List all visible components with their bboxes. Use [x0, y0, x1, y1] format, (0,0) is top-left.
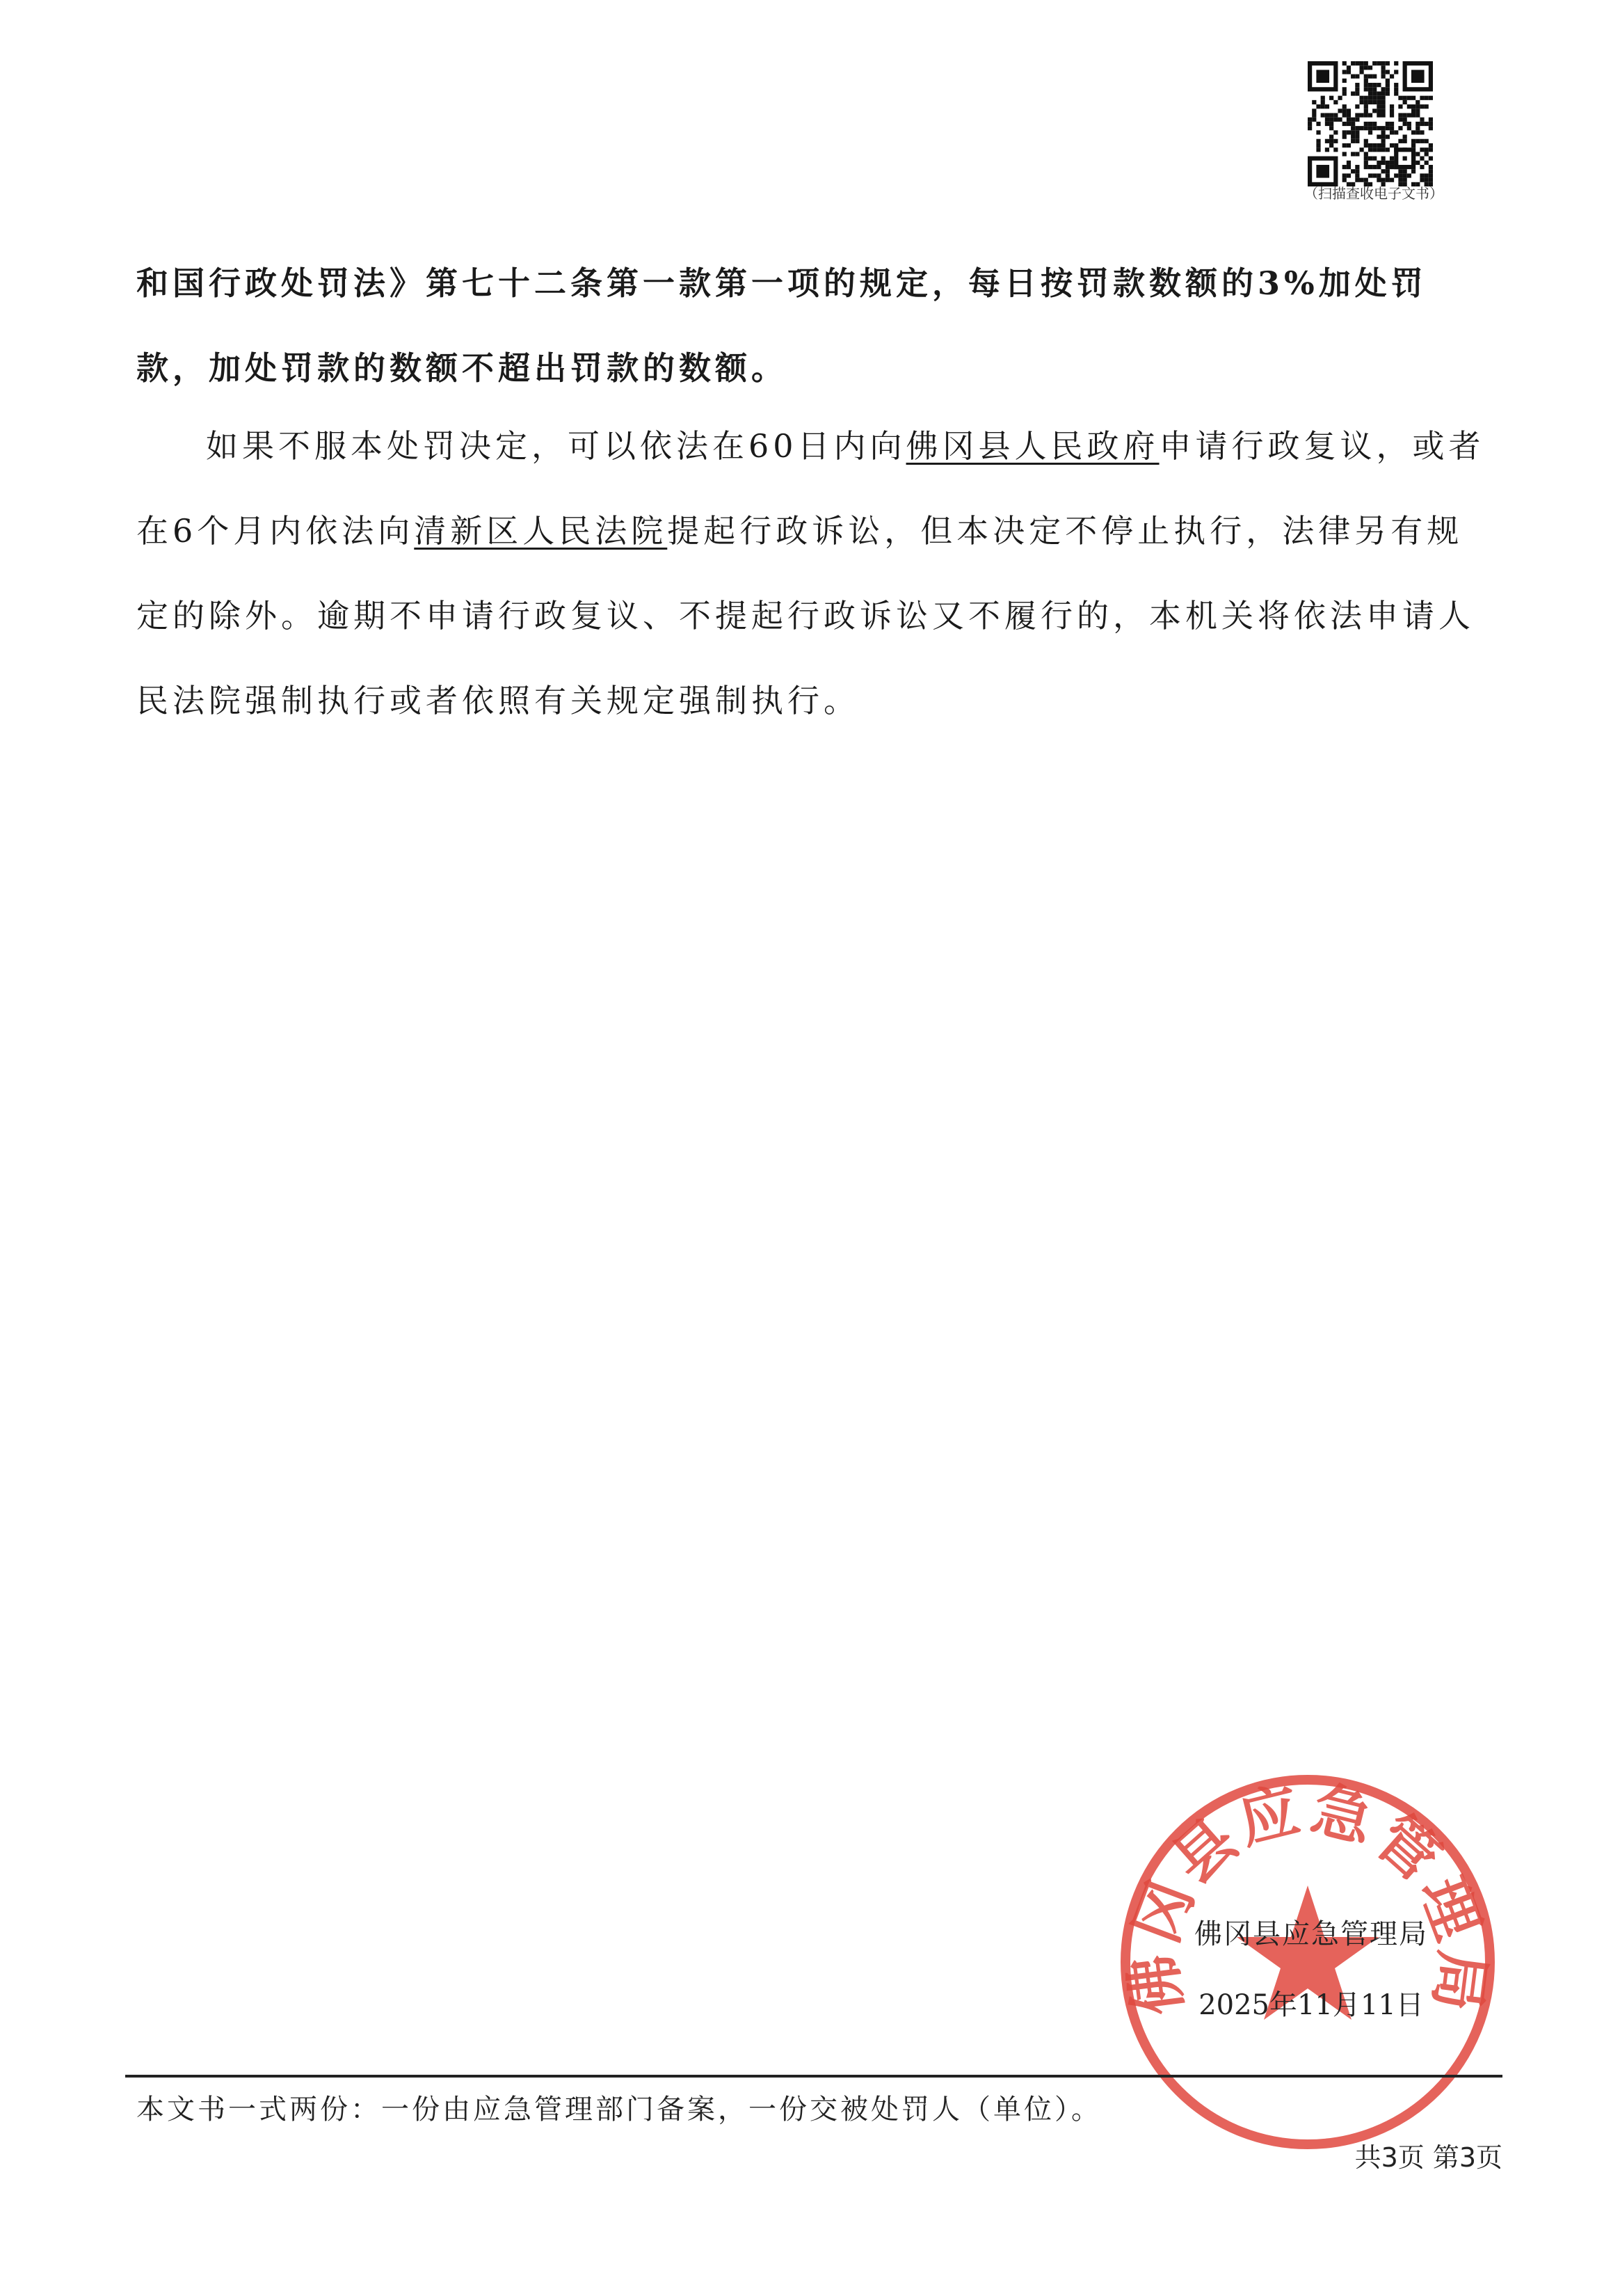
- qr-code-icon: [1308, 61, 1433, 186]
- appeal-text-part1: 如果不服本处罚决定，可以依法在60日内向: [206, 427, 906, 465]
- qr-code[interactable]: [1308, 61, 1433, 186]
- seal-ring-text: 佛冈县应急管理局: [1117, 1773, 1498, 2020]
- court-name: 清新区人民法院: [414, 512, 668, 550]
- appeal-text-part3: 提起行政诉讼，但本决定不停止执行，法律另有规定的除外。逾期不申请行政复议、不提起行政诉讼又不履行的，本机关将依法申请人民法院强制执行或者依照有关规定强制执行。: [136, 512, 1475, 719]
- issue-date: 2025年11月11日: [1198, 1989, 1424, 2021]
- qr-caption: （扫描查收电子文书）: [1304, 185, 1443, 202]
- paragraph-appeal-rights: [136, 404, 1493, 743]
- footer-divider: [125, 2075, 1502, 2078]
- review-body: 佛冈县人民政府: [906, 427, 1160, 465]
- footer-note: 本文书一式两份：一份由应急管理部门备案，一份交被处罚人（单位）。: [136, 2094, 1102, 2126]
- issuer-name: 佛冈县应急管理局: [1194, 1918, 1428, 1950]
- paragraph-penalty-clause: 和国行政处罚法》第七十二条第一款第一项的规定，每日按罚款数额的3%加处罚款，加处罚款的数额不超出罚款的数额。: [136, 264, 1427, 387]
- page-number: 共3页 第3页: [1354, 2142, 1502, 2173]
- appeal-text-part2: 申请行政复议，或者在6个月内依法向: [136, 427, 1485, 550]
